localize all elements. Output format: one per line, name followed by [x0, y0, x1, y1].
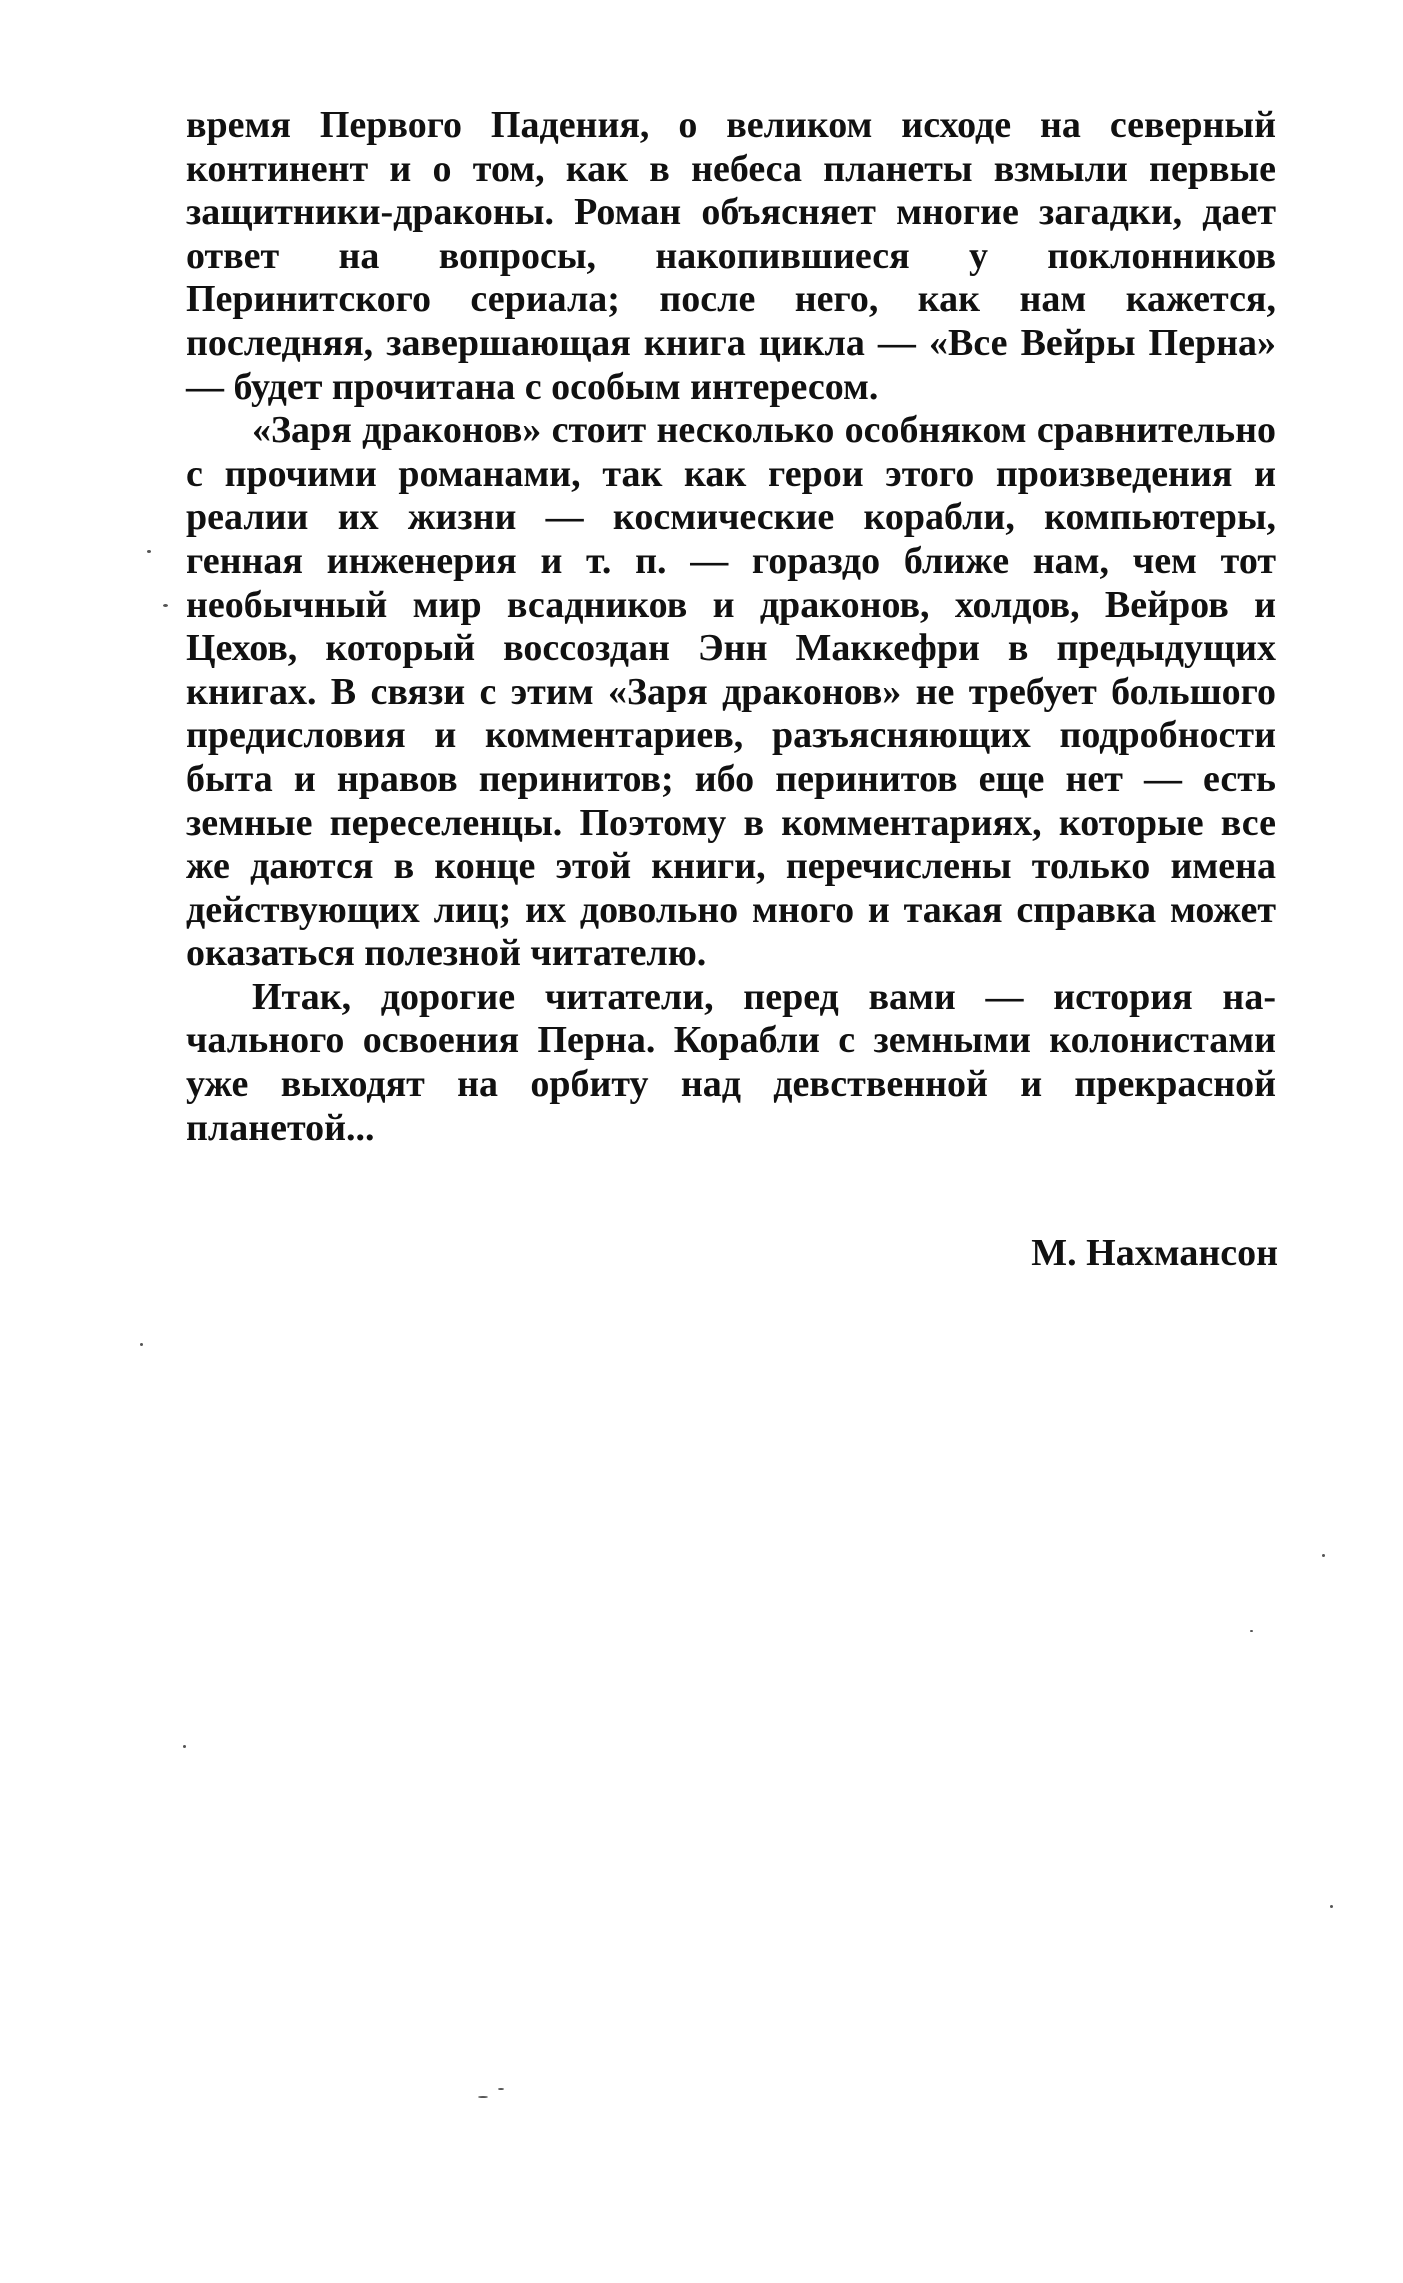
author-signature: М. Нахмансон — [1031, 1232, 1278, 1274]
scan-speck — [140, 1343, 143, 1346]
scan-speck — [147, 550, 151, 553]
scan-speck — [1322, 1554, 1325, 1557]
scan-speck — [163, 604, 168, 607]
paragraph-2: «Заря драконов» стоит несколько особняком сравнительно с прочими романами, так как герои этого произведения и реалии их жизни — космические корабли, компьютеры, генная инженерия и т. п. — гораздо ближе нам, чем тот необычный мир всадников и драконов, холдов, Вейров и Цехов, который воссоздан Энн Маккефри в предыдущих книгах. В связи с этим «Заря драконов» не требует большого предисловия и комментариев, разъясняющих подробности быта и нравов перинитов; ибо перинитов еще нет — есть земные переселенцы. Поэтому в комментариях, которые все же даются в конце этой книги, перечислены только имена действующих лиц; их довольно много и такая справка может оказаться полезной читателю. — [186, 409, 1276, 975]
scan-speck — [498, 2088, 504, 2090]
scan-speck — [478, 2096, 488, 2098]
body-text — [186, 104, 1276, 1150]
scan-speck — [1250, 1630, 1253, 1632]
paragraph-3: Итак, дорогие читатели, перед вами — история начального освоения Перна. Корабли с земными колонистами уже выходят на орбиту над девственной и прекрасной планетой... — [186, 975, 1276, 1149]
paragraph-1: время Первого Падения, о великом исходе на северный континент и о том, как в небеса планеты взмыли первые защитники-драконы. Роман объясняет многие загадки, дает ответ на вопросы, накопившиеся у поклонников Перинитского сериала; после него, как нам кажется, последняя, завершающая книга цикла — «Все Вейры Перна» — будет прочитана с особым интересом. — [186, 104, 1276, 408]
scan-speck — [1330, 1905, 1333, 1908]
scan-speck — [183, 1745, 186, 1748]
